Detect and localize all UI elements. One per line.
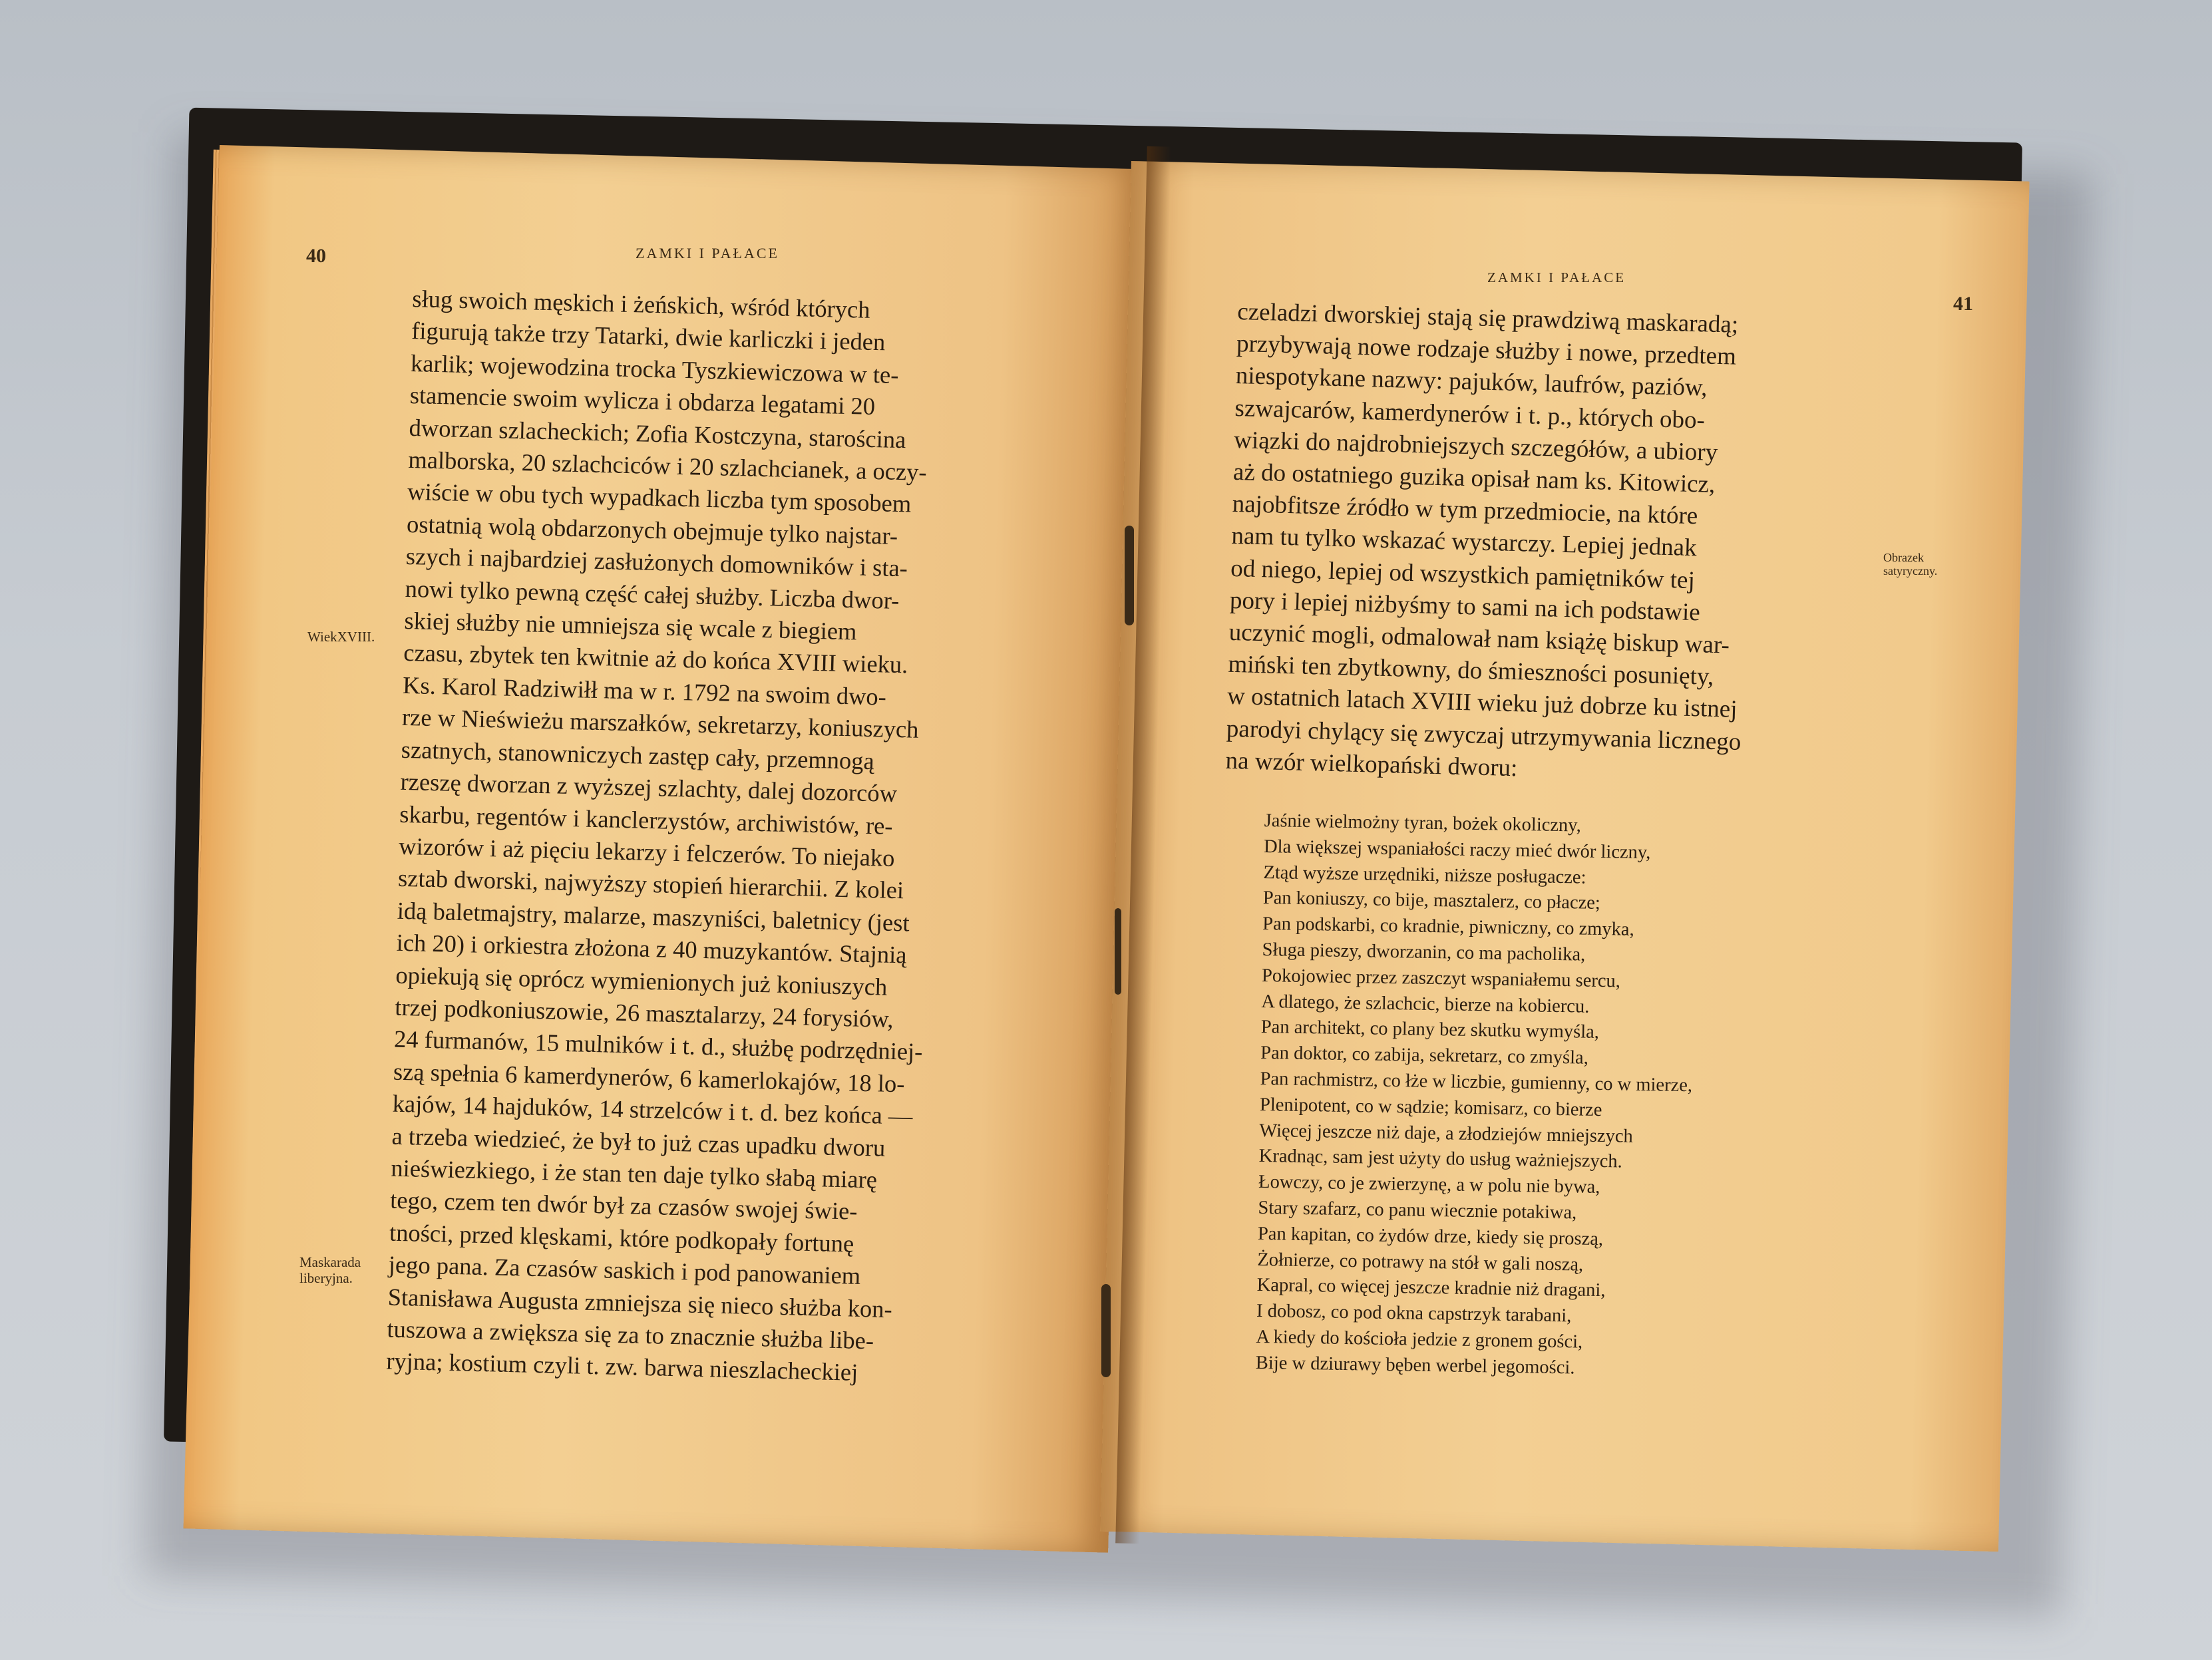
text-line: na wzór wielkopański dworu:	[1225, 747, 1518, 782]
text-line: Dla większej wspaniałości raczy mieć dwór liczny,	[1263, 836, 1651, 863]
text-line: karlik; wojewodzina trocka Tyszkiewiczowa w te-	[410, 349, 899, 389]
text-line: idą baletmajstry, malarze, maszyniści, baletnicy (jest	[397, 896, 910, 937]
side-note-line: Obrazek	[1883, 551, 1924, 564]
text-line: Pan podskarbi, co kradnie, piwniczny, co zmyka,	[1262, 913, 1634, 940]
text-line: Pan koniuszy, co bije, masztalerz, co płacze;	[1262, 888, 1601, 914]
text-line: miński ten zbytkowny, do śmieszności posunięty,	[1227, 651, 1714, 691]
text-line: Pan rachmistrz, co łże w liczbie, gumienny, co w mierze,	[1260, 1068, 1693, 1096]
text-line: figurują także trzy Tatarki, dwie karliczki i jeden	[411, 317, 886, 356]
side-note-line: liberyjna.	[299, 1270, 353, 1286]
text-line: rzeszę dworzan z wyższej szlachty, dalej dozorców	[400, 767, 898, 808]
text-line: opiekują się oprócz wymienionych już koniuszych	[395, 961, 888, 1001]
text-line: Stary szafarz, co panu wiecznie potakiwa,	[1258, 1197, 1577, 1224]
text-line: sług swoich męskich i żeńskich, wśród których	[411, 284, 871, 323]
text-line: tego, czem ten dwór był za czasów swojej świe-	[389, 1186, 858, 1226]
text-line: ryjna; kostium czyli t. zw. barwa nieszlacheckiej	[385, 1347, 858, 1387]
text-line: ostatnią wolą obdarzonych obejmuje tylko najstar-	[406, 510, 898, 550]
text-line: tności, przed klęskami, które podkopały fortunę	[389, 1218, 854, 1257]
text-line: najobfitsze źródło w tym przedmiocie, na które	[1232, 490, 1698, 530]
text-line: Sługa pieszy, dworzanin, co ma pacholika,	[1262, 939, 1586, 965]
text-line: szych i najbardziej zasłużonych domowników i sta-	[405, 542, 908, 582]
text-line: nieświezkiego, i że stan ten daje tylko słabą miarę	[390, 1154, 878, 1194]
text-line: sztab dworski, najwyższy stopień hierarchii. Z kolei	[397, 864, 904, 904]
side-note-line: Maskarada	[299, 1254, 361, 1270]
text-line: Bije w dziurawy bęben werbel jegomości.	[1255, 1352, 1575, 1379]
text-line: w ostatnich latach XVIII wieku już dobrze ku istnej	[1226, 683, 1738, 724]
text-line: Ztąd wyższe urzędniki, niższe posługacze:	[1263, 862, 1586, 888]
text-line: kajów, 14 hajduków, 14 strzelców i t. d. bez końca —	[392, 1089, 913, 1130]
text-line: Pan doktor, co zabija, sekretarz, co zmyśla,	[1260, 1043, 1589, 1069]
binding-stitch	[1125, 526, 1134, 625]
text-line: niespotykane nazwy: pajuków, laufrów, paziów,	[1235, 362, 1708, 402]
text-line: Ks. Karol Radziwiłł ma w r. 1792 na swoim dwo-	[402, 671, 887, 711]
text-line: Plenipotent, co w sądzie; komisarz, co bierze	[1259, 1094, 1602, 1120]
right-body-text	[1225, 296, 1870, 794]
text-line: rze w Nieświeżu marszałków, sekretarzy, koniuszych	[401, 703, 919, 744]
text-line: dworzan szlacheckich; Zofia Kostczyna, starościna	[409, 413, 906, 453]
text-line: przybywają nowe rodzaje służby i nowe, przedtem	[1236, 330, 1737, 371]
text-line: pory i lepiej niżbyśmy to sami na ich podstawie	[1229, 586, 1701, 627]
text-line: I dobosz, co pod okna capstrzyk tarabani,	[1256, 1301, 1572, 1327]
left-page-number: 40	[306, 245, 326, 267]
text-line: stamencie swoim wylicza i obdarza legatami 20	[409, 381, 876, 420]
text-line: czasu, zbytek ten kwitnie aż do końca XVIII wieku.	[403, 639, 908, 679]
text-line: Żołnierze, co potrawy na stół w gali noszą,	[1257, 1249, 1584, 1275]
binding-stitch	[1115, 908, 1121, 995]
text-line: czeladzi dworskiej stają się prawdziwą maskaradą;	[1236, 297, 1739, 339]
text-line: szwajcarów, kamerdynerów i t. p., których obo-	[1234, 394, 1706, 434]
text-line: Stanisława Augusta zmniejsza się nieco służba kon-	[387, 1283, 893, 1323]
text-line: wiązki do najdrobniejszych szczegółów, a ubiory	[1233, 426, 1718, 466]
text-line: A kiedy do kościoła jedzie z gronem gości,	[1256, 1326, 1583, 1353]
side-note-line: satyryczny.	[1883, 564, 1938, 578]
side-note-wiek: WiekXVIII.	[307, 629, 375, 645]
text-line: wizorów i aż pięciu lekarzy i felczerów. To niejako	[398, 832, 895, 872]
text-line: Kapral, co więcej jeszcze kradnie niż dragani,	[1256, 1275, 1606, 1301]
text-line: uczynić mogli, odmalował nam książę biskup war-	[1228, 618, 1730, 659]
text-line: Pan architekt, co plany bez skutku wymyśla,	[1260, 1017, 1600, 1043]
text-line: A dlatego, że szlachcic, bierze na kobiercu.	[1261, 991, 1590, 1017]
side-note-obrazek	[1883, 551, 1937, 578]
text-line: 24 furmanów, 15 mulników i t. d., służbę podrzędniej-	[393, 1025, 923, 1066]
text-line: Łowczy, co je zwierzynę, a w polu nie bywa,	[1258, 1172, 1600, 1198]
text-line: wiście w obu tych wypadkach liczba tym sposobem	[407, 478, 912, 518]
text-line: parodyi chylący się zwyczaj utrzymywania licznego	[1226, 715, 1742, 756]
text-line: nam tu tylko wskazać wystarczy. Lepiej jednak	[1231, 522, 1698, 562]
right-page-number: 41	[1953, 293, 1973, 315]
satirical-poem	[1256, 808, 1863, 1386]
side-note-maskarada	[299, 1254, 361, 1286]
text-line: Pokojowiec przez zaszczyt wspaniałemu sercu,	[1261, 965, 1621, 992]
left-running-head: ZAMKI I PAŁACE	[636, 245, 779, 261]
text-line: Jaśnie wielmożny tyran, bożek okoliczny,	[1264, 810, 1582, 836]
text-line: trzej podkoniuszowie, 26 masztalarzy, 24 forysiów,	[394, 993, 894, 1033]
text-line: Pan kapitan, co żydów drze, kiedy się proszą,	[1257, 1223, 1604, 1249]
text-line: skarbu, regentów i kanclerzystów, archiwistów, re-	[399, 800, 894, 840]
left-body-text	[386, 283, 1031, 1393]
text-line: malborska, 20 szlachciców i 20 szlachcianek, a oczy-	[408, 445, 928, 486]
text-line: skiej służby nie umniejsza się wcale z biegiem	[404, 606, 858, 645]
text-line: aż do ostatniego guzika opisał nam ks. Kitowicz,	[1232, 458, 1716, 498]
text-line: a trzeba wiedzieć, że był to już czas upadku dworu	[391, 1122, 886, 1162]
text-line: nowi tylko pewną część całej służby. Liczba dwor-	[405, 574, 900, 614]
text-line: tuszowa a zwiększa się za to znacznie służba libe-	[387, 1315, 874, 1355]
text-line: szą spełnia 6 kamerdynerów, 6 kamerlokajów, 18 lo-	[393, 1057, 905, 1098]
text-line: jego pana. Za czasów saskich i pod panowaniem	[388, 1250, 861, 1290]
text-line: od niego, lepiej od wszystkich pamiętników tej	[1230, 554, 1696, 594]
text-line: Kradnąc, sam jest użyty do usług ważniejszych.	[1258, 1146, 1623, 1172]
text-line: ich 20) i orkiestra złożona z 40 muzykantów. Stajnią	[396, 928, 907, 969]
right-running-head: ZAMKI I PAŁACE	[1487, 269, 1626, 285]
text-line: Więcej jeszcze niż daje, a złodziejów mniejszych	[1259, 1120, 1634, 1147]
binding-stitch	[1101, 1284, 1111, 1377]
text-line: szatnych, stanowniczych zastęp cały, przemnogą	[401, 735, 875, 774]
